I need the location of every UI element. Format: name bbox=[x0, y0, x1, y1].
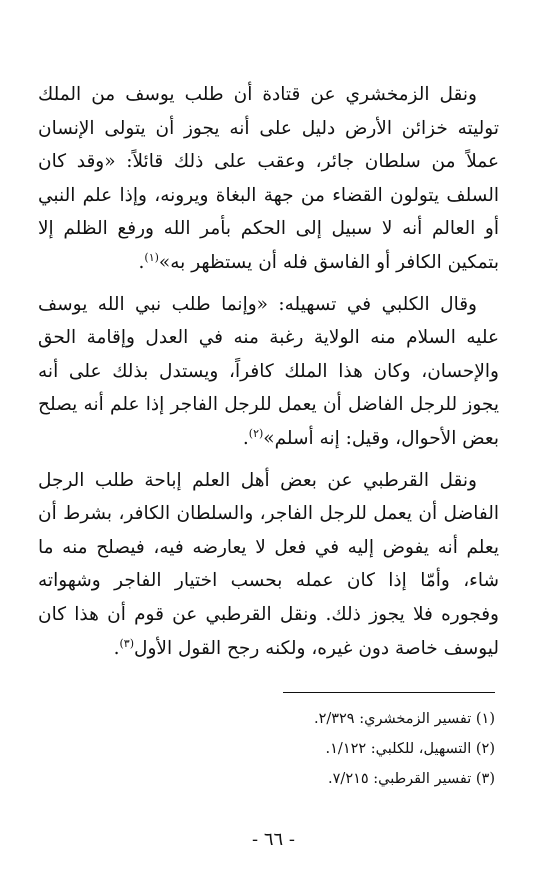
paragraph-1: ونقل الزمخشري عن قتادة أن طلب يوسف من الملك توليته خزائن الأرض دليل على أنه يجوز أن يتولى الإنسان عملاً من سلطان جائر، وعقب على ذلك قائلاً: «وقد كان السلف يتولون القضاء من جهة البغاة ويرونه، وإذا علم النبي أو العالم أنه لا سبيل إلى الحكم بأمر الله ورفع الظلم إلا بتمكين الكافر أو الفاسق فله أن يستظهر به»$^{(١)}$. bbox=[38, 84, 499, 273]
paragraph-3: ونقل القرطبي عن بعض أهل العلم إباحة طلب الرجل الفاضل أن يعمل للرجل الفاجر، والسلطان الكافر، بشرط أن يعلم أنه يفوض إليه في فعل لا يعارضه فيه، فيصلح منه ما شاء، وأمّا إذا كان عمله بحسب اختيار الفاجر وشهواته وفجوره فلا يجوز ذلك. ونقل القرطبي عن قوم أن هذا كان ليوسف خاصة دون غيره، ولكنه رجح القول الأول$^{(٣)}$. bbox=[38, 469, 499, 659]
paragraph-2: وقال الكلبي في تسهيله: «وإنما طلب نبي الله يوسف عليه السلام منه الولاية رغبة منه في العدل وإقامة الحق والإحسان، وكان هذا الملك كافراً، ويستدل بذلك على أنه يجوز للرجل الفاضل أن يعمل للرجل الفاجر إذا علم أنه يصلح بعض الأحوال، وقيل: إنه أسلم»$^{(٢)}$. bbox=[38, 293, 499, 449]
main-text bbox=[38, 78, 499, 665]
footnote-ref-2: (٢) bbox=[248, 426, 264, 440]
footnote-2: (٢) التسهيل، للكلبي: ١/١٢٢. bbox=[325, 741, 495, 757]
footnote-ref-3: (٣) bbox=[119, 636, 135, 650]
footnote-divider bbox=[283, 692, 495, 693]
footnote-1: (١) تفسير الزمخشري: ٢/٣٢٩. bbox=[313, 711, 495, 727]
footnote-3: (٣) تفسير القرطبي: ٧/٢١٥. bbox=[328, 771, 495, 787]
footnote-ref-1: (١) bbox=[144, 250, 159, 264]
paragraph-2-text: وقال الكلبي في تسهيله: «وإنما طلب نبي الله يوسف عليه السلام منه الولاية رغبة منه في العدل وإقامة الحق والإحسان، وكان هذا الملك كافراً، ويستدل بذلك على أنه يجوز للرجل الفاضل أن يعمل للرجل الفاجر إذا علم أنه يصلح بعض الأحوال، وقيل: إنه أسلم» bbox=[38, 293, 499, 449]
paragraph-3-text: ونقل القرطبي عن بعض أهل العلم إباحة طلب الرجل الفاضل أن يعمل للرجل الفاجر، والسلطان الكافر، بشرط أن يعلم أنه يفوض إليه في فعل لا يعارضه فيه، فيصلح منه ما شاء، وأمّا إذا كان عمله بحسب اختيار الفاجر وشهواته وفجوره فلا يجوز ذلك. ونقل القرطبي عن قوم أن هذا كان ليوسف خاصة دون غيره، ولكنه رجح القول الأول bbox=[38, 469, 499, 659]
paragraph-1-text: ونقل الزمخشري عن قتادة أن طلب يوسف من الملك توليته خزائن الأرض دليل على أنه يجوز أن يتولى الإنسان عملاً من سلطان جائر، وعقب على ذلك قائلاً: «وقد كان السلف يتولون القضاء من جهة البغاة ويرونه، وإذا علم النبي أو العالم أنه لا سبيل إلى الحكم بأمر الله ورفع الظلم إلا بتمكين الكافر أو الفاسق فله أن يستظهر به» bbox=[38, 84, 499, 273]
page-number: - ٦٦ - bbox=[252, 829, 295, 850]
footnotes bbox=[60, 704, 495, 794]
